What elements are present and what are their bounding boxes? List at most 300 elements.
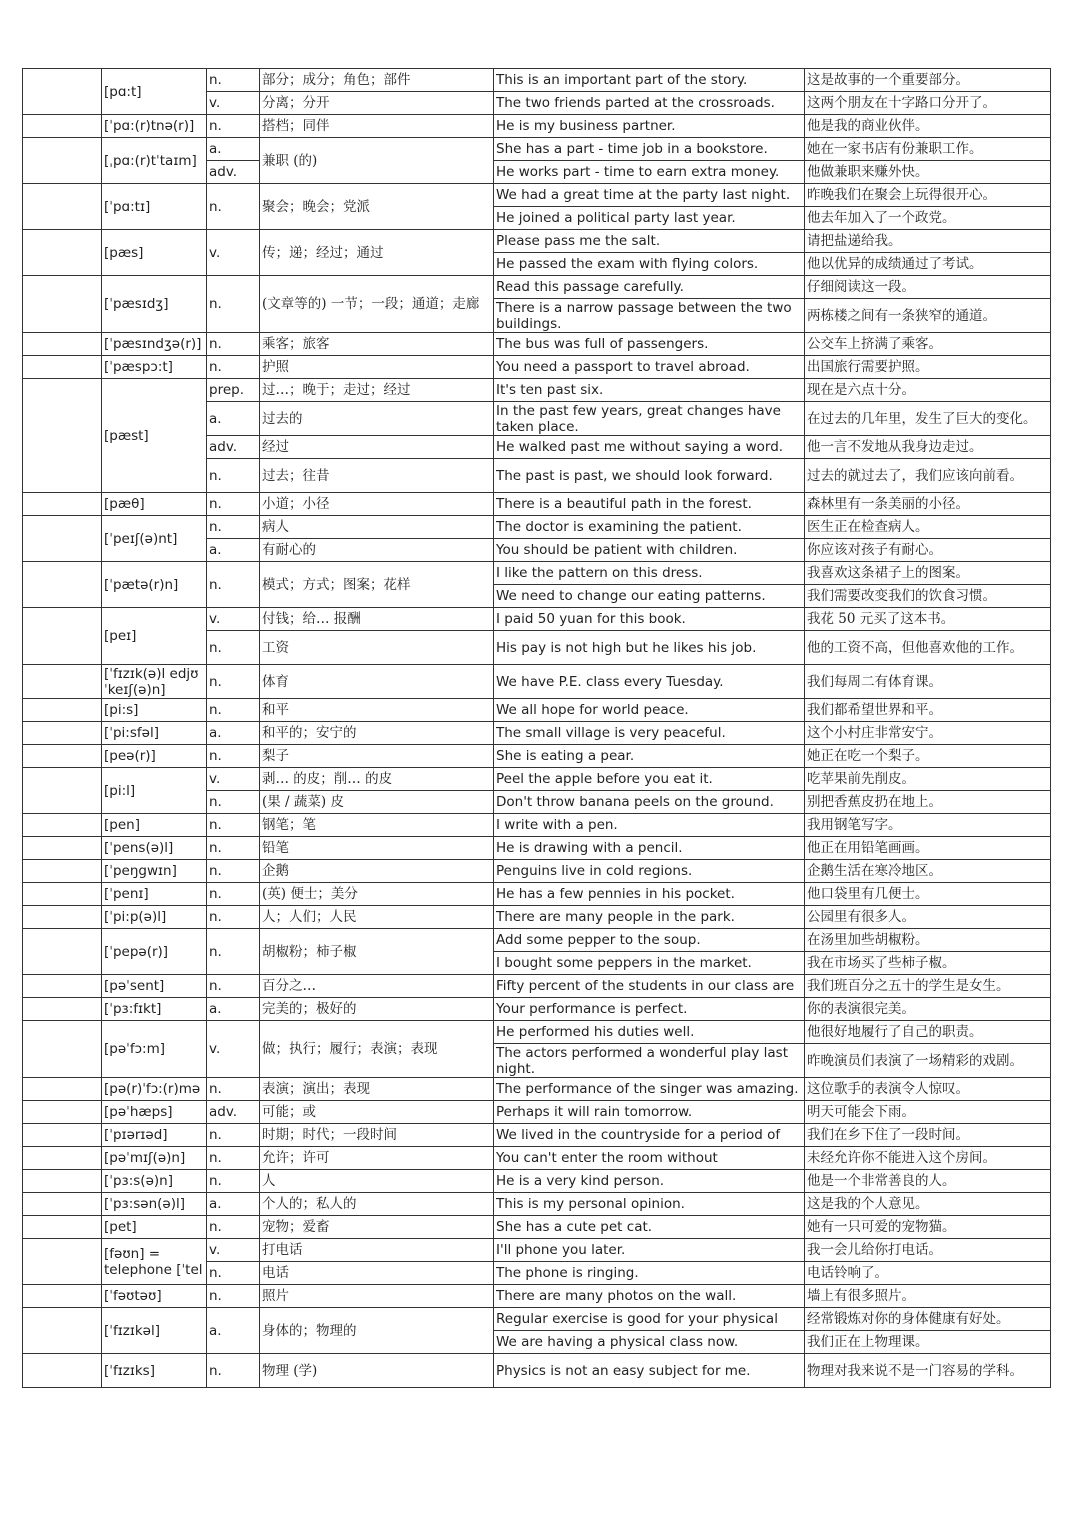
meaning-cell: 胡椒粉；柿子椒 <box>260 929 494 975</box>
example-zh-cell: 经常锻炼对你的身体健康有好处。 <box>805 1308 1051 1331</box>
entry-row <box>23 1354 1051 1388</box>
example-zh-cell: 他正在用铅笔画画。 <box>805 837 1051 860</box>
entry-row <box>23 814 1051 837</box>
example-en-cell: He joined a political party last year. <box>494 207 805 230</box>
entry-row <box>23 230 1051 253</box>
part-of-speech-cell: n. <box>207 1216 260 1239</box>
example-zh-cell: 企鹅生活在寒冷地区。 <box>805 860 1051 883</box>
meaning-cell: 有耐心的 <box>260 539 494 562</box>
part-of-speech-cell: n. <box>207 814 260 837</box>
example-en-cell: He is drawing with a pencil. <box>494 837 805 860</box>
example-en-cell: She has a cute pet cat. <box>494 1216 805 1239</box>
example-zh-cell: 他的工资不高，但他喜欢他的工作。 <box>805 631 1051 665</box>
entry-row <box>23 1101 1051 1124</box>
example-en-cell: We all hope for world peace. <box>494 699 805 722</box>
phonetic-cell: [ˈfɪzɪks] <box>102 1354 207 1388</box>
meaning-cell: 聚会；晚会；党派 <box>260 184 494 230</box>
example-en-cell: The two friends parted at the crossroads. <box>494 92 805 115</box>
word-cell <box>23 516 102 562</box>
part-of-speech-cell: n. <box>207 493 260 516</box>
meaning-cell: 过去；往昔 <box>260 459 494 493</box>
example-zh-cell: 别把香蕉皮扔在地上。 <box>805 791 1051 814</box>
word-cell <box>23 906 102 929</box>
part-of-speech-cell: a. <box>207 1308 260 1354</box>
meaning-cell: 分离；分开 <box>260 92 494 115</box>
word-cell <box>23 814 102 837</box>
entry-row <box>23 860 1051 883</box>
example-zh-cell: 我们每周二有体育课。 <box>805 665 1051 699</box>
part-of-speech-cell: n. <box>207 631 260 665</box>
entry-row <box>23 115 1051 138</box>
word-cell <box>23 837 102 860</box>
phonetic-cell: [pæst] <box>102 379 207 493</box>
part-of-speech-cell: n. <box>207 975 260 998</box>
example-zh-cell: 明天可能会下雨。 <box>805 1101 1051 1124</box>
word-cell <box>23 1239 102 1285</box>
meaning-cell: 病人 <box>260 516 494 539</box>
example-zh-cell: 她在一家书店有份兼职工作。 <box>805 138 1051 161</box>
entry-row <box>23 745 1051 768</box>
example-zh-cell: 我一会儿给你打电话。 <box>805 1239 1051 1262</box>
meaning-cell: 搭档；同伴 <box>260 115 494 138</box>
part-of-speech-cell: n. <box>207 1078 260 1101</box>
example-zh-cell: 她有一只可爱的宠物猫。 <box>805 1216 1051 1239</box>
word-cell <box>23 379 102 493</box>
meaning-cell: 乘客；旅客 <box>260 333 494 356</box>
part-of-speech-cell: n. <box>207 1354 260 1388</box>
word-cell <box>23 138 102 184</box>
example-zh-cell: 我们班百分之五十的学生是女生。 <box>805 975 1051 998</box>
example-en-cell: The small village is very peaceful. <box>494 722 805 745</box>
meaning-cell: 工资 <box>260 631 494 665</box>
word-cell <box>23 1216 102 1239</box>
example-zh-cell: 吃苹果前先削皮。 <box>805 768 1051 791</box>
entry-row <box>23 699 1051 722</box>
phonetic-cell: [pi:s] <box>102 699 207 722</box>
entry-row <box>23 1021 1051 1044</box>
entry-row <box>23 184 1051 207</box>
meaning-cell: 和平 <box>260 699 494 722</box>
phonetic-cell: [ˈpæsɪdʒ] <box>102 276 207 333</box>
word-cell <box>23 333 102 356</box>
example-en-cell: It's ten past six. <box>494 379 805 402</box>
part-of-speech-cell: a. <box>207 402 260 436</box>
entry-row <box>23 998 1051 1021</box>
part-of-speech-cell: n. <box>207 356 260 379</box>
meaning-cell: 部分；成分；角色；部件 <box>260 69 494 92</box>
part-of-speech-cell: n. <box>207 459 260 493</box>
entry-row <box>23 768 1051 791</box>
meaning-cell: 电话 <box>260 1262 494 1285</box>
word-cell <box>23 768 102 814</box>
meaning-cell: 梨子 <box>260 745 494 768</box>
word-cell <box>23 860 102 883</box>
part-of-speech-cell: v. <box>207 1239 260 1262</box>
example-zh-cell: 他去年加入了一个政党。 <box>805 207 1051 230</box>
example-en-cell: He performed his duties well. <box>494 1021 805 1044</box>
phonetic-cell: [pæθ] <box>102 493 207 516</box>
part-of-speech-cell: n. <box>207 1124 260 1147</box>
example-zh-cell: 这是故事的一个重要部分。 <box>805 69 1051 92</box>
meaning-cell: 打电话 <box>260 1239 494 1262</box>
phonetic-cell: [ˈpi:sfəl] <box>102 722 207 745</box>
entry-row <box>23 665 1051 699</box>
meaning-cell: 经过 <box>260 436 494 459</box>
word-cell <box>23 115 102 138</box>
example-zh-cell: 现在是六点十分。 <box>805 379 1051 402</box>
meaning-cell: 过去的 <box>260 402 494 436</box>
example-zh-cell: 我花 50 元买了这本书。 <box>805 608 1051 631</box>
example-en-cell: There is a narrow passage between the two buildings. <box>494 299 805 333</box>
example-en-cell: I paid 50 yuan for this book. <box>494 608 805 631</box>
example-zh-cell: 过去的就过去了，我们应该向前看。 <box>805 459 1051 493</box>
word-cell <box>23 356 102 379</box>
example-en-cell: Add some pepper to the soup. <box>494 929 805 952</box>
phonetic-cell: [ˈpɪərɪəd] <box>102 1124 207 1147</box>
word-cell <box>23 1021 102 1078</box>
phonetic-cell: [ˈpepə(r)] <box>102 929 207 975</box>
example-zh-cell: 我在市场买了些柿子椒。 <box>805 952 1051 975</box>
example-en-cell: The doctor is examining the patient. <box>494 516 805 539</box>
part-of-speech-cell: n. <box>207 906 260 929</box>
example-en-cell: We need to change our eating patterns. <box>494 585 805 608</box>
example-zh-cell: 我用钢笔写字。 <box>805 814 1051 837</box>
example-zh-cell: 我们正在上物理课。 <box>805 1331 1051 1354</box>
word-cell <box>23 745 102 768</box>
entry-row <box>23 1239 1051 1262</box>
example-en-cell: Regular exercise is good for your physical <box>494 1308 805 1331</box>
phonetic-cell: [pəˈsent] <box>102 975 207 998</box>
part-of-speech-cell: adv. <box>207 1101 260 1124</box>
phonetic-cell: [ˈpæspɔ:t] <box>102 356 207 379</box>
part-of-speech-cell: a. <box>207 722 260 745</box>
phonetic-cell: [peɪ] <box>102 608 207 665</box>
part-of-speech-cell: n. <box>207 837 260 860</box>
example-en-cell: We lived in the countryside for a period of <box>494 1124 805 1147</box>
entry-row <box>23 516 1051 539</box>
example-en-cell: Fifty percent of the students in our class are <box>494 975 805 998</box>
example-en-cell: I write with a pen. <box>494 814 805 837</box>
phonetic-cell: [ˈpens(ə)l] <box>102 837 207 860</box>
part-of-speech-cell: n. <box>207 184 260 230</box>
example-zh-cell: 医生正在检查病人。 <box>805 516 1051 539</box>
example-en-cell: There are many photos on the wall. <box>494 1285 805 1308</box>
example-zh-cell: 未经允许你不能进入这个房间。 <box>805 1147 1051 1170</box>
example-zh-cell: 他一言不发地从我身边走过。 <box>805 436 1051 459</box>
phonetic-cell: [ˈpɑ:tɪ] <box>102 184 207 230</box>
example-en-cell: I'll phone you later. <box>494 1239 805 1262</box>
meaning-cell: 时期；时代；一段时间 <box>260 1124 494 1147</box>
phonetic-cell: [ˈfəʊtəʊ] <box>102 1285 207 1308</box>
example-zh-cell: 森林里有一条美丽的小径。 <box>805 493 1051 516</box>
phonetic-cell: [fəʊn] = telephone [ˈtel <box>102 1239 207 1285</box>
example-en-cell: He walked past me without saying a word. <box>494 436 805 459</box>
phonetic-cell: [ˈfɪzɪkəl] <box>102 1308 207 1354</box>
entry-row <box>23 1285 1051 1308</box>
example-zh-cell: 他是一个非常善良的人。 <box>805 1170 1051 1193</box>
part-of-speech-cell: v. <box>207 768 260 791</box>
word-cell <box>23 1193 102 1216</box>
example-en-cell: I like the pattern on this dress. <box>494 562 805 585</box>
example-en-cell: Peel the apple before you eat it. <box>494 768 805 791</box>
meaning-cell: 可能；或 <box>260 1101 494 1124</box>
phonetic-cell: [pen] <box>102 814 207 837</box>
entry-row <box>23 1147 1051 1170</box>
word-cell <box>23 699 102 722</box>
meaning-cell: 身体的；物理的 <box>260 1308 494 1354</box>
example-zh-cell: 公园里有很多人。 <box>805 906 1051 929</box>
word-cell <box>23 184 102 230</box>
word-cell <box>23 975 102 998</box>
example-zh-cell: 他口袋里有几便士。 <box>805 883 1051 906</box>
meaning-cell: 模式；方式；图案；花样 <box>260 562 494 608</box>
example-zh-cell: 物理对我来说不是一门容易的学科。 <box>805 1354 1051 1388</box>
phonetic-cell: [pæs] <box>102 230 207 276</box>
phonetic-cell: [pi:l] <box>102 768 207 814</box>
entry-row <box>23 1216 1051 1239</box>
example-zh-cell: 他以优异的成绩通过了考试。 <box>805 253 1051 276</box>
example-en-cell: The performance of the singer was amazing. <box>494 1078 805 1101</box>
example-en-cell: She has a part - time job in a bookstore. <box>494 138 805 161</box>
example-en-cell: We are having a physical class now. <box>494 1331 805 1354</box>
example-en-cell: This is my personal opinion. <box>494 1193 805 1216</box>
entry-row <box>23 1193 1051 1216</box>
meaning-cell: 完美的；极好的 <box>260 998 494 1021</box>
example-en-cell: Penguins live in cold regions. <box>494 860 805 883</box>
example-en-cell: He works part - time to earn extra money. <box>494 161 805 184</box>
phonetic-cell: [ˈpæsɪndʒə(r)] <box>102 333 207 356</box>
meaning-cell: 钢笔；笔 <box>260 814 494 837</box>
meaning-cell: 人 <box>260 1170 494 1193</box>
example-zh-cell: 这位歌手的表演令人惊叹。 <box>805 1078 1051 1101</box>
example-zh-cell: 在汤里加些胡椒粉。 <box>805 929 1051 952</box>
part-of-speech-cell: n. <box>207 1285 260 1308</box>
part-of-speech-cell: a. <box>207 1193 260 1216</box>
entry-row <box>23 1170 1051 1193</box>
part-of-speech-cell: adv. <box>207 161 260 184</box>
example-zh-cell: 这是我的个人意见。 <box>805 1193 1051 1216</box>
word-cell <box>23 1101 102 1124</box>
meaning-cell: 做；执行；履行；表演；表现 <box>260 1021 494 1078</box>
word-cell <box>23 1354 102 1388</box>
example-zh-cell: 我们在乡下住了一段时间。 <box>805 1124 1051 1147</box>
part-of-speech-cell: n. <box>207 1262 260 1285</box>
word-cell <box>23 608 102 665</box>
phonetic-cell: [pɑ:t] <box>102 69 207 115</box>
phonetic-cell: [ˈpɑ:(r)tnə(r)] <box>102 115 207 138</box>
example-zh-cell: 他做兼职来赚外快。 <box>805 161 1051 184</box>
word-cell <box>23 562 102 608</box>
word-cell <box>23 883 102 906</box>
part-of-speech-cell: n. <box>207 69 260 92</box>
example-en-cell: We have P.E. class every Tuesday. <box>494 665 805 699</box>
phonetic-cell: [pə(r)ˈfɔ:(r)mə <box>102 1078 207 1101</box>
word-cell <box>23 665 102 699</box>
phonetic-cell: [pəˈhæps] <box>102 1101 207 1124</box>
example-en-cell: He passed the exam with flying colors. <box>494 253 805 276</box>
word-cell <box>23 1147 102 1170</box>
part-of-speech-cell: n. <box>207 516 260 539</box>
phonetic-cell: [peə(r)] <box>102 745 207 768</box>
part-of-speech-cell: v. <box>207 608 260 631</box>
example-zh-cell: 我们需要改变我们的饮食习惯。 <box>805 585 1051 608</box>
example-en-cell: Read this passage carefully. <box>494 276 805 299</box>
example-en-cell: In the past few years, great changes have taken place. <box>494 402 805 436</box>
entry-row <box>23 138 1051 161</box>
example-zh-cell: 昨晚我们在聚会上玩得很开心。 <box>805 184 1051 207</box>
meaning-cell: 兼职 (的) <box>260 138 494 184</box>
example-en-cell: The actors performed a wonderful play last night. <box>494 1044 805 1078</box>
example-zh-cell: 你的表演很完美。 <box>805 998 1051 1021</box>
phonetic-cell: [ˈpi:p(ə)l] <box>102 906 207 929</box>
example-zh-cell: 他是我的商业伙伴。 <box>805 115 1051 138</box>
meaning-cell: 铅笔 <box>260 837 494 860</box>
entry-row <box>23 356 1051 379</box>
meaning-cell: 表演；演出；表现 <box>260 1078 494 1101</box>
example-zh-cell: 电话铃响了。 <box>805 1262 1051 1285</box>
entry-row <box>23 276 1051 299</box>
example-zh-cell: 墙上有很多照片。 <box>805 1285 1051 1308</box>
example-en-cell: You can't enter the room without <box>494 1147 805 1170</box>
part-of-speech-cell: adv. <box>207 436 260 459</box>
phonetic-cell: [ˌpɑ:(r)tˈtaɪm] <box>102 138 207 184</box>
word-cell <box>23 929 102 975</box>
example-zh-cell: 我们都希望世界和平。 <box>805 699 1051 722</box>
entry-row <box>23 562 1051 585</box>
example-en-cell: Physics is not an easy subject for me. <box>494 1354 805 1388</box>
part-of-speech-cell: v. <box>207 1021 260 1078</box>
example-en-cell: The bus was full of passengers. <box>494 333 805 356</box>
example-en-cell: There is a beautiful path in the forest. <box>494 493 805 516</box>
part-of-speech-cell: a. <box>207 539 260 562</box>
meaning-cell: 人；人们；人民 <box>260 906 494 929</box>
example-en-cell: Perhaps it will rain tomorrow. <box>494 1101 805 1124</box>
part-of-speech-cell: v. <box>207 230 260 276</box>
vocabulary-table <box>22 68 1051 1388</box>
part-of-speech-cell: n. <box>207 745 260 768</box>
part-of-speech-cell: n. <box>207 883 260 906</box>
meaning-cell: 宠物；爱畜 <box>260 1216 494 1239</box>
entry-row <box>23 975 1051 998</box>
phonetic-cell: [pet] <box>102 1216 207 1239</box>
word-cell <box>23 722 102 745</box>
meaning-cell: 付钱；给… 报酬 <box>260 608 494 631</box>
example-en-cell: He is a very kind person. <box>494 1170 805 1193</box>
phonetic-cell: [ˈpɜ:s(ə)n] <box>102 1170 207 1193</box>
meaning-cell: 和平的；安宁的 <box>260 722 494 745</box>
meaning-cell: 体育 <box>260 665 494 699</box>
example-zh-cell: 我喜欢这条裙子上的图案。 <box>805 562 1051 585</box>
example-zh-cell: 两栋楼之间有一条狭窄的通道。 <box>805 299 1051 333</box>
example-zh-cell: 他很好地履行了自己的职责。 <box>805 1021 1051 1044</box>
entry-row <box>23 493 1051 516</box>
meaning-cell: 照片 <box>260 1285 494 1308</box>
example-en-cell: Don't throw banana peels on the ground. <box>494 791 805 814</box>
entry-row <box>23 722 1051 745</box>
part-of-speech-cell: a. <box>207 998 260 1021</box>
example-zh-cell: 这两个朋友在十字路口分开了。 <box>805 92 1051 115</box>
example-en-cell: Please pass me the salt. <box>494 230 805 253</box>
example-en-cell: You need a passport to travel abroad. <box>494 356 805 379</box>
entry-row <box>23 1078 1051 1101</box>
example-en-cell: Your performance is perfect. <box>494 998 805 1021</box>
meaning-cell: 企鹅 <box>260 860 494 883</box>
example-en-cell: His pay is not high but he likes his job. <box>494 631 805 665</box>
example-en-cell: The past is past, we should look forward. <box>494 459 805 493</box>
entry-row <box>23 608 1051 631</box>
vocabulary-table-body <box>23 69 1051 1388</box>
example-en-cell: The phone is ringing. <box>494 1262 805 1285</box>
part-of-speech-cell: n. <box>207 115 260 138</box>
phonetic-cell: [ˈpeŋgwɪn] <box>102 860 207 883</box>
part-of-speech-cell: n. <box>207 791 260 814</box>
word-cell <box>23 230 102 276</box>
example-zh-cell: 仔细阅读这一段。 <box>805 276 1051 299</box>
example-en-cell: She is eating a pear. <box>494 745 805 768</box>
entry-row <box>23 333 1051 356</box>
word-cell <box>23 69 102 115</box>
part-of-speech-cell: n. <box>207 860 260 883</box>
part-of-speech-cell: n. <box>207 276 260 333</box>
meaning-cell: (英) 便士；美分 <box>260 883 494 906</box>
example-en-cell: I bought some peppers in the market. <box>494 952 805 975</box>
example-zh-cell: 这个小村庄非常安宁。 <box>805 722 1051 745</box>
example-en-cell: This is an important part of the story. <box>494 69 805 92</box>
meaning-cell: 护照 <box>260 356 494 379</box>
meaning-cell: (果 / 蔬菜) 皮 <box>260 791 494 814</box>
part-of-speech-cell: v. <box>207 92 260 115</box>
example-zh-cell: 你应该对孩子有耐心。 <box>805 539 1051 562</box>
part-of-speech-cell: a. <box>207 138 260 161</box>
entry-row <box>23 929 1051 952</box>
word-cell <box>23 1285 102 1308</box>
example-en-cell: There are many people in the park. <box>494 906 805 929</box>
word-cell <box>23 1308 102 1354</box>
word-cell <box>23 276 102 333</box>
phonetic-cell: [ˈpenɪ] <box>102 883 207 906</box>
example-zh-cell: 请把盐递给我。 <box>805 230 1051 253</box>
entry-row <box>23 906 1051 929</box>
meaning-cell: 个人的；私人的 <box>260 1193 494 1216</box>
entry-row <box>23 379 1051 402</box>
meaning-cell: 剥… 的皮；削… 的皮 <box>260 768 494 791</box>
word-cell <box>23 1170 102 1193</box>
meaning-cell: 过…；晚于；走过；经过 <box>260 379 494 402</box>
entry-row <box>23 837 1051 860</box>
example-en-cell: You should be patient with children. <box>494 539 805 562</box>
example-en-cell: We had a great time at the party last night. <box>494 184 805 207</box>
meaning-cell: 物理 (学) <box>260 1354 494 1388</box>
example-en-cell: He has a few pennies in his pocket. <box>494 883 805 906</box>
phonetic-cell: [ˈpeɪʃ(ə)nt] <box>102 516 207 562</box>
word-cell <box>23 998 102 1021</box>
phonetic-cell: [pəˈfɔ:m] <box>102 1021 207 1078</box>
phonetic-cell: [ˈpɜ:sən(ə)l] <box>102 1193 207 1216</box>
part-of-speech-cell: n. <box>207 665 260 699</box>
meaning-cell: 允许；许可 <box>260 1147 494 1170</box>
example-zh-cell: 昨晚演员们表演了一场精彩的戏剧。 <box>805 1044 1051 1078</box>
part-of-speech-cell: n. <box>207 699 260 722</box>
part-of-speech-cell: n. <box>207 1170 260 1193</box>
example-zh-cell: 出国旅行需要护照。 <box>805 356 1051 379</box>
part-of-speech-cell: n. <box>207 1147 260 1170</box>
example-zh-cell: 公交车上挤满了乘客。 <box>805 333 1051 356</box>
word-cell <box>23 1078 102 1101</box>
word-cell <box>23 493 102 516</box>
phonetic-cell: [pəˈmɪʃ(ə)n] <box>102 1147 207 1170</box>
part-of-speech-cell: prep. <box>207 379 260 402</box>
part-of-speech-cell: n. <box>207 562 260 608</box>
